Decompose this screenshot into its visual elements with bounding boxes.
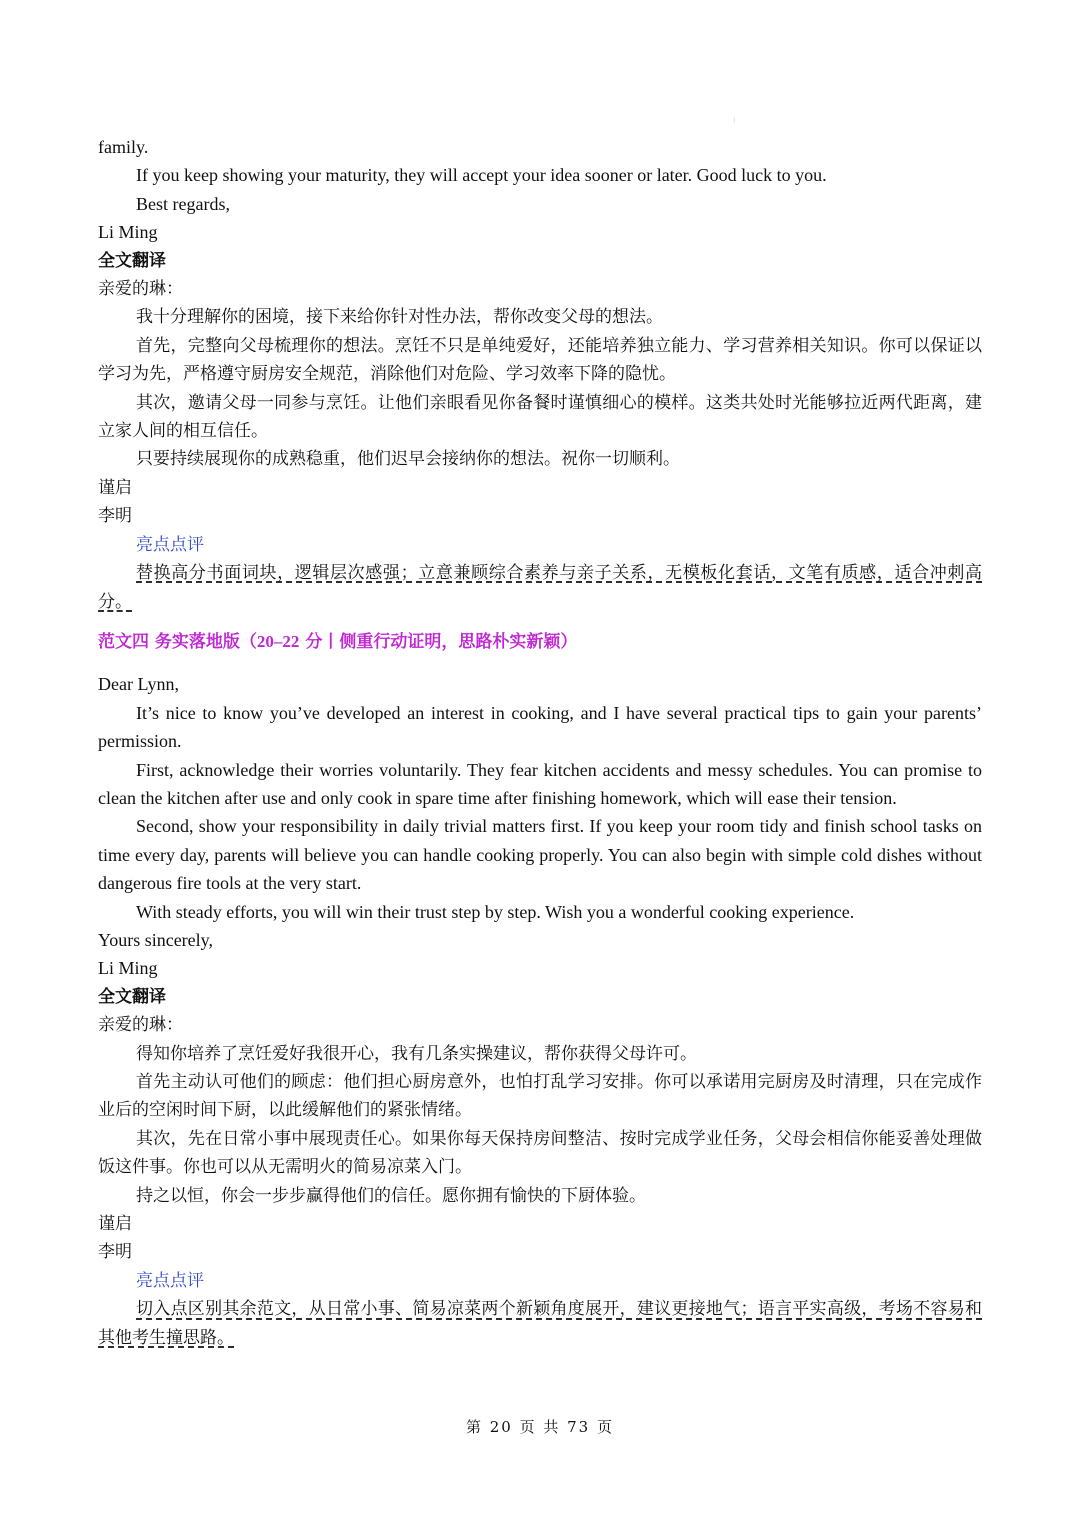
- section-title-prefix: 范文四 务实落地版（: [98, 631, 257, 652]
- essay-paragraph: First, acknowledge their worries voluntarily. They fear kitchen accidents and messy schedules. You can promise to clean the kitchen after use and only cook in spare time after finishing homework, which will ease their tension.: [98, 759, 982, 808]
- translation-closing: 谨启: [98, 1214, 132, 1235]
- translation-paragraph: 只要持续展现你的成熟稳重，他们迟早会接纳你的想法。祝你一切顺利。: [136, 449, 680, 470]
- translation-signature: 李明: [98, 506, 132, 527]
- essay-paragraph: It’s nice to know you’ve developed an interest in cooking, and I have several practical tips to gain your parents’ permission.: [98, 702, 982, 752]
- translation-paragraph: 其次，邀请父母一同参与烹饪。让他们亲眼看见你备餐时谨慎细心的模样。这类共处时光能够拉近两代距离，建立家人间的相互信任。: [98, 392, 982, 442]
- translation-closing: 谨启: [98, 477, 132, 498]
- translation-paragraph: 首先，完整向父母梳理你的想法。烹饪不只是单纯爱好，还能培养独立能力、学习营养相关知识。你可以保证以学习为先，严格遵守厨房安全规范，消除他们对危险、学习效率下降的隐忧。: [98, 335, 982, 385]
- essay-paragraph: Second, show your responsibility in daily trivial matters first. If you keep your room tidy and finish school tasks on time every day, parents will believe you can handle cooking properly. You can also begin with simple cold dishes without dangerous fire tools at the very start.: [98, 816, 982, 894]
- highlight-title: 亮点点评: [136, 534, 204, 555]
- essay-signoff: Yours sincerely,: [98, 929, 213, 950]
- highlight-comment: 替换高分书面词块，逻辑层次感强；立意兼顾综合素养与亲子关系，无模板化套话，文笔有质感，适合冲刺高分。: [98, 563, 982, 612]
- translation-greeting: 亲爱的琳：: [98, 279, 183, 300]
- corner-mark: ⁝: [733, 116, 736, 125]
- translation-paragraph: 持之以恒，你会一步步赢得他们的信任。愿你拥有愉快的下厨体验。: [136, 1185, 646, 1206]
- translation-heading: 全文翻译: [98, 986, 166, 1007]
- section-title: [98, 628, 982, 656]
- translation-heading: 全文翻译: [98, 250, 166, 271]
- letter-closing-paragraph: If you keep showing your maturity, they will accept your idea sooner or later. Good luck to you.: [136, 165, 827, 186]
- section-title-suffix: 分丨侧重行动证明，思路朴实新颖）: [299, 631, 578, 652]
- section-title-score: 20–22: [256, 631, 300, 651]
- translation-paragraph: 其次，先在日常小事中展现责任心。如果你每天保持房间整洁、按时完成学业任务，父母会相信你能妥善处理做饭这件事。你也可以从无需明火的简易凉菜入门。: [98, 1128, 982, 1178]
- essay-paragraph: With steady efforts, you will win their trust step by step. Wish you a wonderful cooking experience.: [136, 901, 855, 922]
- translation-greeting: 亲爱的琳：: [98, 1015, 183, 1036]
- highlight-comment: 切入点区别其余范文，从日常小事、简易凉菜两个新颖角度展开，建议更接地气；语言平实高级，考场不容易和其他考生撞思路。: [98, 1299, 982, 1348]
- essay-signature: Li Ming: [98, 958, 158, 979]
- translation-paragraph: 我十分理解你的困境，接下来给你针对性办法，帮你改变父母的想法。: [136, 307, 663, 328]
- translation-paragraph: 首先主动认可他们的顾虑：他们担心厨房意外，也怕打乱学习安排。你可以承诺用完厨房及时清理，只在完成作业后的空闲时间下厨，以此缓解他们的紧张情绪。: [98, 1072, 982, 1121]
- translation-paragraph: 得知你培养了烹饪爱好我很开心，我有几条实操建议，帮你获得父母许可。: [136, 1043, 697, 1064]
- essay-greeting: Dear Lynn,: [98, 674, 179, 695]
- letter-signature: Li Ming: [98, 222, 158, 243]
- translation-signature: 李明: [98, 1242, 132, 1263]
- page-footer: 第 20 页 共 73 页: [465, 1418, 614, 1436]
- document-page: [98, 133, 982, 1352]
- letter-end-line: family.: [98, 137, 149, 157]
- highlight-title: 亮点点评: [136, 1270, 204, 1291]
- letter-signoff: Best regards,: [136, 193, 230, 214]
